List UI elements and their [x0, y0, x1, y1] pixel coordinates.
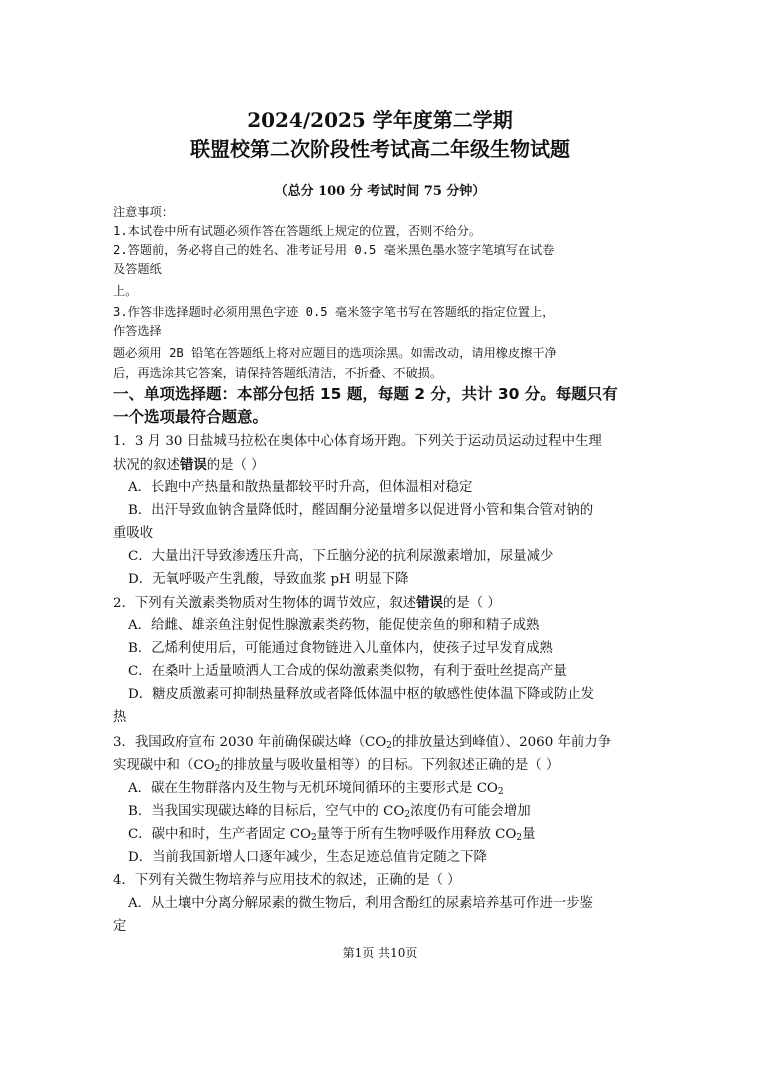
- note-line: 上。: [113, 284, 138, 298]
- note-line: 2.答题前，务必将自己的姓名、准考证号用 0.5 毫米黑色墨水签字笔填写在试卷: [113, 243, 555, 257]
- notes-heading: 注意事项：: [113, 205, 174, 219]
- note-line: 3.作答非选择题时必须用黑色字迹 0.5 毫米签字笔书写在答题纸的指定位置上，: [113, 305, 555, 319]
- q4-option-a: A．从土壤中分离分解尿素的微生物后，利用含酚红的尿素培养基可作进一步鉴: [128, 896, 593, 911]
- note-line: 作答选择: [113, 324, 162, 338]
- q1-option-b-cont: 重吸收: [113, 526, 154, 541]
- emphasis-wrong: 错误: [179, 457, 207, 473]
- question-4-stem: 4．下列有关微生物培养与应用技术的叙述，正确的是（ ）: [113, 873, 461, 888]
- emphasis-wrong: 错误: [416, 595, 443, 611]
- note-line: 后，再选涂其它答案，请保持答题纸清洁，不折叠、不破损。: [113, 366, 443, 380]
- q1-option-b: B．出汗导致血钠含量降低时，醛固酮分泌量增多以促进肾小管和集合管对钠的: [128, 503, 594, 518]
- q3-option-a: A．碳在生物群落内及生物与无机环境间循环的主要形式是 $CO_2$: [128, 781, 504, 797]
- q3-option-d: D．当前我国新增人口逐年减少，生态足迹总值肯定随之下降: [128, 850, 487, 865]
- page-footer: 第1页 共10页: [342, 946, 418, 960]
- question-1-stem-cont: 状况的叙述错误的是（ ）: [113, 457, 265, 473]
- note-line: 1.本试卷中所有试题必须作答在答题纸上规定的位置，否则不给分。: [113, 224, 482, 238]
- question-3-stem-cont: 实现碳中和（$CO_2$的排放量与吸收量相等）的目标。下列叙述正确的是（ ）: [113, 758, 560, 774]
- q3-option-b: B．当我国实现碳达峰的目标后，空气中的 $CO_2$浓度仍有可能会增加: [128, 804, 531, 820]
- question-2-stem: 2．下列有关激素类物质对生物体的调节效应，叙述错误的是（ ）: [113, 595, 501, 611]
- q1-option-a: A．长跑中产热量和散热量都较平时升高，但体温相对稳定: [128, 480, 473, 495]
- exam-title-line1: 2024/2025 学年度第二学期: [247, 108, 513, 132]
- question-3-stem: 3．我国政府宣布 2030 年前确保碳达峰（$CO_2$的排放量达到峰值）、2060 年前力争: [113, 735, 612, 751]
- section-heading-line1: 一、单项选择题：本部分包括 15 题，每题 2 分，共计 30 分。每题只有: [113, 385, 618, 403]
- q2-option-c: C．在桑叶上适量喷洒人工合成的保幼激素类似物，有利于蚕吐丝提高产量: [128, 664, 567, 679]
- section-heading-line2: 一个选项最符合题意。: [113, 408, 269, 426]
- exam-title-line2: 联盟校第二次阶段性考试高二年级生物试题: [190, 137, 570, 161]
- q2-option-a: A．给雌、雄亲鱼注射促性腺激素类药物，能促使亲鱼的卵和精子成熟: [128, 618, 540, 633]
- exam-subtitle: （总分 100 分 考试时间 75 分钟）: [274, 184, 486, 199]
- question-1-stem: 1．3 月 30 日盐城马拉松在奥体中心体育场开跑。下列关于运动员运动过程中生理: [113, 434, 602, 449]
- q2-option-d-cont: 热: [113, 710, 127, 725]
- note-line: 及答题纸: [113, 262, 162, 276]
- q2-option-b: B．乙烯利使用后，可能通过食物链进入儿童体内，使孩子过早发育成熟: [128, 641, 553, 656]
- q3-option-c: C．碳中和时，生产者固定 $CO_2$量等于所有生物呼吸作用释放 $CO_2$量: [128, 827, 536, 843]
- note-line: 题必须用 2B 铅笔在答题纸上将对应题目的选项涂黑。如需改动，请用橡皮擦干净: [113, 346, 557, 360]
- q1-option-c: C．大量出汗导致渗透压升高，下丘脑分泌的抗利尿激素增加，尿量减少: [128, 549, 554, 564]
- q2-option-d: D．糖皮质激素可抑制热量释放或者降低体温中枢的敏感性使体温下降或防止发: [128, 687, 595, 702]
- q4-option-a-cont: 定: [113, 919, 127, 934]
- q1-option-d: D．无氧呼吸产生乳酸，导致血浆 pH 明显下降: [128, 572, 409, 587]
